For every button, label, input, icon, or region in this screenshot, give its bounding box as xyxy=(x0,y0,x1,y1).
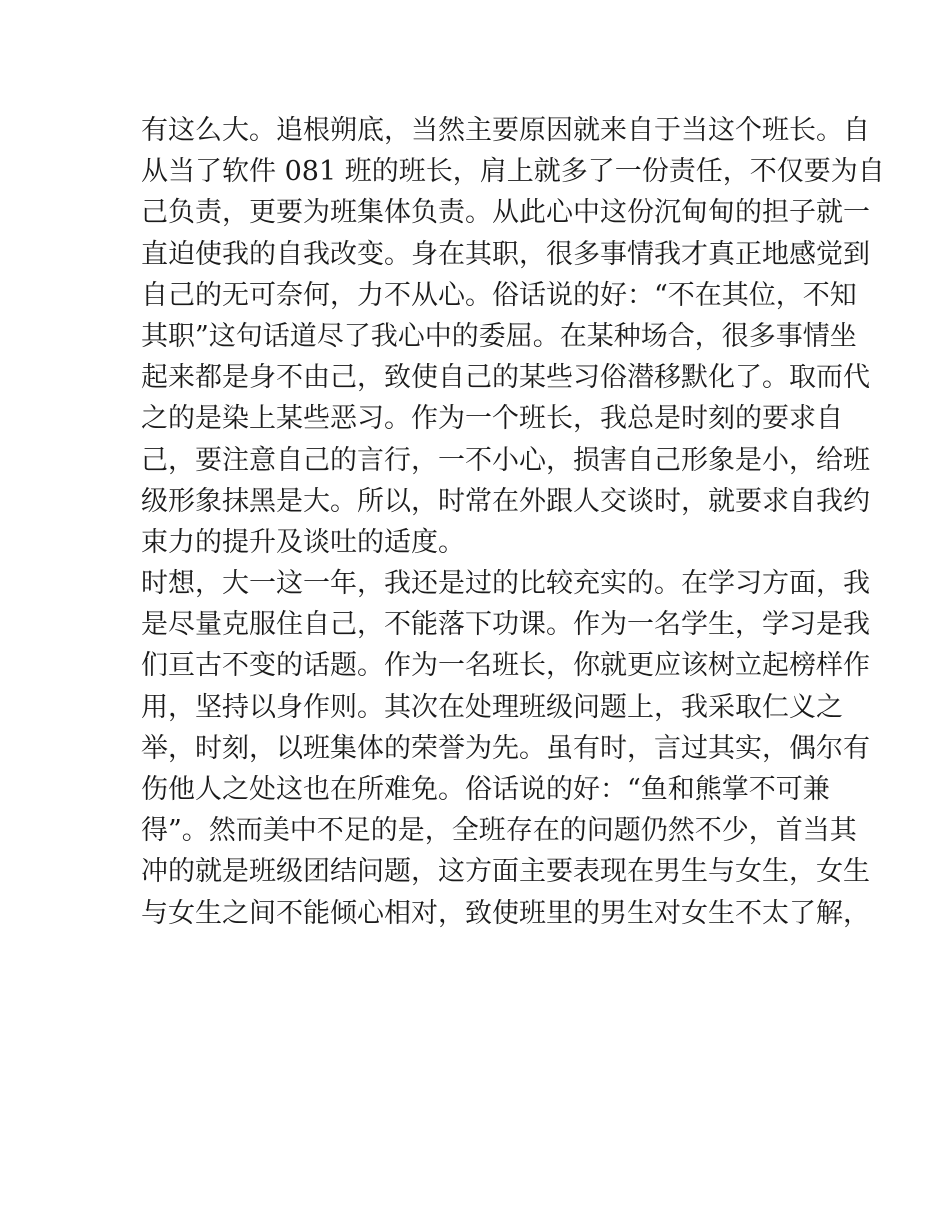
text-line: 举，时刻，以班集体的荣誉为先。虽有时，言过其实，偶尔有 xyxy=(141,732,870,764)
text-line: 之的是染上某些恶习。作为一个班长，我总是时刻的要求自 xyxy=(141,403,843,435)
text-line: 时想，大一这一年，我还是过的比较充实的。在学习方面，我 xyxy=(141,568,870,600)
text-line: 用，坚持以身作则。其次在处理班级问题上，我采取仁义之 xyxy=(141,691,843,723)
text-line: 级形象抹黑是大。所以，时常在外跟人交谈时，就要求自我约 xyxy=(141,485,870,517)
text-line: 与女生之间不能倾心相对，致使班里的男生对女生不太了解， xyxy=(141,897,870,929)
text-line: 们亘古不变的话题。作为一名班长，你就更应该树立起榜样作 xyxy=(141,650,870,682)
text-line: 得”。然而美中不足的是，全班存在的问题仍然不少，首当其 xyxy=(141,815,857,847)
text-line: 自己的无可奈何，力不从心。俗话说的好：“不在其位，不知 xyxy=(141,279,857,311)
text-line: 己，要注意自己的言行，一不小心，损害自己形象是小，给班 xyxy=(141,444,870,476)
text-line: 冲的就是班级团结问题，这方面主要表现在男生与女生，女生 xyxy=(141,856,870,888)
text-line: 己负责，更要为班集体负责。从此心中这份沉甸甸的担子就一 xyxy=(141,197,870,229)
text-line: 有这么大。追根朔底，当然主要原因就来自于当这个班长。自 xyxy=(141,115,870,146)
text-line: 起来都是身不由己，致使自己的某些习俗潜移默化了。取而代 xyxy=(141,362,870,394)
text-line: 其职”这句话道尽了我心中的委屈。在某种场合，很多事情坐 xyxy=(141,320,857,352)
text-line: 伤他人之处这也在所难免。俗话说的好：“鱼和熊掌不可兼 xyxy=(141,774,830,805)
text-line: 是尽量克服住自己，不能落下功课。作为一名学生，学习是我 xyxy=(141,609,870,641)
body-text xyxy=(141,110,885,934)
text-line: 直迫使我的自我改变。身在其职，很多事情我才真正地感觉到 xyxy=(141,238,870,270)
text-line: 从当了软件 081 班的班长，肩上就多了一份责任，不仅要为自 xyxy=(141,156,885,188)
text-line: 束力的提升及谈吐的适度。 xyxy=(141,526,465,558)
